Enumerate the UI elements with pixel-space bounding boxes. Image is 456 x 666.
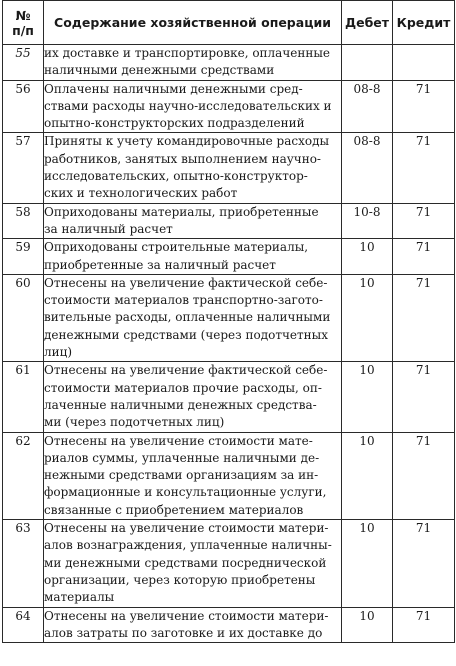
credit-account: 71 xyxy=(393,80,455,133)
row-number: 62 xyxy=(3,432,44,519)
description-line: стоимости материалов прочие расходы, оп- xyxy=(44,380,322,395)
description-line: материалы xyxy=(44,590,115,605)
operation-description xyxy=(44,45,342,81)
description-line: лиц) xyxy=(44,345,73,360)
operation-description xyxy=(44,239,342,275)
description-line: Отнесены на увеличение стоимости матери- xyxy=(44,521,329,536)
column-header-credit: Кредит xyxy=(393,1,455,45)
table-header xyxy=(3,1,455,45)
column-header-number-line1: № xyxy=(15,7,31,23)
description-line: Отнесены на увеличение стоимости мате- xyxy=(44,433,313,448)
operation-description xyxy=(44,362,342,432)
description-line: организации, через которую приобретены xyxy=(44,572,316,587)
credit-account xyxy=(393,45,455,81)
debit-account: 10-8 xyxy=(342,203,393,239)
debit-account xyxy=(342,45,393,81)
table-row xyxy=(3,239,455,275)
description-line: денежными средствами (через подотчетных xyxy=(44,327,328,342)
operation-description xyxy=(44,520,342,607)
row-number: 59 xyxy=(3,239,44,275)
debit-account: 10 xyxy=(342,432,393,519)
credit-account: 71 xyxy=(393,520,455,607)
table-row xyxy=(3,80,455,133)
table-row xyxy=(3,45,455,81)
table-row xyxy=(3,607,455,643)
row-number: 58 xyxy=(3,203,44,239)
table-row xyxy=(3,520,455,607)
description-line: риалов суммы, уплаченные наличными де- xyxy=(44,450,320,465)
table-body xyxy=(3,45,455,643)
description-line: Оприходованы строительные материалы, xyxy=(44,240,309,255)
row-number: 55 xyxy=(3,45,44,81)
table-row xyxy=(3,133,455,203)
description-line: Оплачены наличными денежными сред- xyxy=(44,81,303,96)
operation-description xyxy=(44,607,342,643)
debit-account: 10 xyxy=(342,520,393,607)
credit-account: 71 xyxy=(393,274,455,361)
table-row xyxy=(3,432,455,519)
row-number: 56 xyxy=(3,80,44,133)
description-line: связанные с приобретением материалов xyxy=(44,502,304,517)
description-line: ми (через подотчетных лиц) xyxy=(44,415,225,430)
debit-account: 10 xyxy=(342,362,393,432)
debit-account: 10 xyxy=(342,607,393,643)
description-line: стоимости материалов транспортно-загото- xyxy=(44,293,323,308)
description-line: за наличный расчет xyxy=(44,221,173,236)
header-row xyxy=(3,1,455,45)
description-line: алов вознаграждения, уплаченные наличны- xyxy=(44,538,332,553)
row-number: 61 xyxy=(3,362,44,432)
row-number: 60 xyxy=(3,274,44,361)
operation-description xyxy=(44,80,342,133)
table-row xyxy=(3,274,455,361)
description-line: ских и технологических работ xyxy=(44,186,238,201)
operation-description xyxy=(44,133,342,203)
description-line: Оприходованы материалы, приобретенные xyxy=(44,204,319,219)
column-header-number xyxy=(3,1,44,45)
row-number: 63 xyxy=(3,520,44,607)
column-header-debit: Дебет xyxy=(342,1,393,45)
debit-account: 10 xyxy=(342,239,393,275)
debit-account: 08-8 xyxy=(342,133,393,203)
description-line: ми денежными средствами посреднической xyxy=(44,555,327,570)
description-line: Отнесены на увеличение стоимости матери- xyxy=(44,608,329,623)
operation-description xyxy=(44,432,342,519)
description-line: Отнесены на увеличение фактической себе- xyxy=(44,363,328,378)
description-line: алов затраты по заготовке и их доставке до xyxy=(44,625,323,640)
operations-table xyxy=(2,0,455,643)
description-line: вительные расходы, оплаченные наличными xyxy=(44,310,331,325)
column-header-number-line2: п/п xyxy=(12,22,34,38)
operation-description xyxy=(44,274,342,361)
description-line: работников, занятых выполнением научно- xyxy=(44,151,321,166)
description-line: ствами расходы научно-исследовательских и xyxy=(44,98,332,113)
description-line: Приняты к учету командировочные расходы xyxy=(44,134,330,149)
row-number: 57 xyxy=(3,133,44,203)
column-header-description: Содержание хозяйственной операции xyxy=(44,1,342,45)
credit-account: 71 xyxy=(393,362,455,432)
description-line: наличными денежными средствами xyxy=(44,63,275,78)
description-line: опытно-конструкторских подразделений xyxy=(44,116,305,131)
description-line: исследовательских, опытно-конструктор- xyxy=(44,169,308,184)
table-row xyxy=(3,362,455,432)
description-line: Отнесены на увеличение фактической себе- xyxy=(44,275,328,290)
credit-account: 71 xyxy=(393,133,455,203)
debit-account: 08-8 xyxy=(342,80,393,133)
table-row xyxy=(3,203,455,239)
credit-account: 71 xyxy=(393,432,455,519)
debit-account: 10 xyxy=(342,274,393,361)
row-number: 64 xyxy=(3,607,44,643)
description-line: их доставке и транспортировке, оплаченные xyxy=(44,46,331,60)
description-line: формационные и консультационные услуги, xyxy=(44,485,327,500)
operation-description xyxy=(44,203,342,239)
description-line: приобретенные за наличный расчет xyxy=(44,257,276,272)
credit-account: 71 xyxy=(393,239,455,275)
credit-account: 71 xyxy=(393,607,455,643)
description-line: лаченные наличными денежных средства- xyxy=(44,397,317,412)
credit-account: 71 xyxy=(393,203,455,239)
description-line: нежными средствами организациям за ин- xyxy=(44,468,319,483)
